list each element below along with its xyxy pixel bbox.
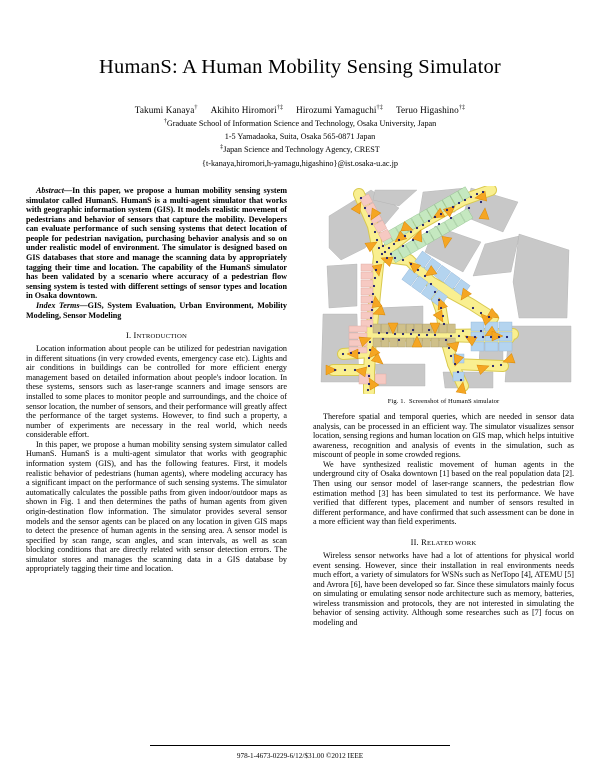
index-terms-lead: Index Terms— xyxy=(36,300,88,310)
affiliation-line-1 xyxy=(0,130,600,143)
figure-caption xyxy=(313,398,574,405)
abstract-text: In this paper, we propose a human mobility sensing system simulator called HumanS. HumanS is a multi-agent simulator that works with geographic information system (GIS). It models realistic movement of pedestrians and behavior of sensors that capture the mobility. Developers can evaluate performance of such sensing systems that detect location of people for pedestrian navigation, purchasing behavior analysis and so on under realistic model of environment. The simulator is designed based on GIS databases that store and manage the scanning data by appropriately tagging their time and location. The capability of the HumanS simulator has been validated by a scenario where accuracy of a pedestrian flow sensing system is tested with different settings of sensor types and location in Osaka downtown. xyxy=(26,186,287,301)
affiliation-1-text: 1-5 Yamadaoka, Suita, Osaka 565-0871 Japan xyxy=(224,132,376,142)
affiliation-2-mark: ‡ xyxy=(220,143,224,151)
section-name: INTRODUCTION xyxy=(133,331,188,341)
author-3-mark: †‡ xyxy=(458,103,466,111)
affiliation-0-mark: † xyxy=(163,117,167,125)
abstract-paragraph xyxy=(26,186,287,301)
author-3 xyxy=(396,105,465,115)
contact-email: {t-kanaya,hiromori,h-yamagu,higashino}@ist.osaka-u.ac.jp xyxy=(202,158,398,168)
figure-1 xyxy=(313,186,574,405)
author-2-mark: †‡ xyxy=(376,103,383,111)
author-2 xyxy=(296,105,383,115)
intro-paragraph-1: In this paper, we propose a human mobility sensing system simulator called HumanS. HumanS is a multi-agent simulator that works with geographic information system (GIS), and has the following features. First, it models realistic behavior of pedestrians (human agents), where modeling accuracy has a significant impact on the performance of such sensing systems. The simulator automatically calculates the possible paths from given indoor/outdoor maps as shown in Fig. 1 and then determines the paths of human agents from given origin-destination flow information. The simulator provides several sensor models and the sensor agents can be placed on any location in given GIS maps to detect the presence of human agents in the sensing area. A sensor model is specified by scan range, scan angles, and scan intervals, as well as scan blocking conditions that are directly related with sensor detection errors. The simulator stores and manages the scanning data in a GIS database by appropriately tagging their time and location. xyxy=(26,439,287,574)
author-1-mark: †‡ xyxy=(276,103,284,111)
section-heading-introduction xyxy=(26,331,287,340)
author-list xyxy=(0,103,600,117)
author-0-name: Takumi Kanaya xyxy=(134,104,195,115)
author-3-name: Teruo Higashino xyxy=(395,104,459,115)
affiliation-2-text: Japan Science and Technology Agency, CREST xyxy=(223,145,380,155)
affiliation-line-0 xyxy=(0,117,600,130)
author-1 xyxy=(211,105,284,115)
index-terms-text: GIS, System Evaluation, Urban Environment, Mobility Modeling, Sensor Modeling xyxy=(26,300,287,320)
copyright-notice: 978-1-4673-0229-6/12/$31.00 ©2012 IEEE xyxy=(236,752,364,760)
figure-caption-text: Screenshot of HumanS simulator xyxy=(408,398,500,405)
affiliation-0-text: Graduate School of Information Science and Technology, Osaka University, Japan xyxy=(166,118,437,128)
affiliation-line-3 xyxy=(0,157,600,170)
author-1-name: Akihito Hiromori xyxy=(210,104,277,115)
simulator-screenshot xyxy=(313,186,574,394)
gis-map-svg xyxy=(313,186,574,394)
footer-divider xyxy=(150,745,450,746)
section-heading-related-work xyxy=(313,538,574,547)
section-number: I. xyxy=(125,331,132,341)
related-work-paragraph-0: Wireless sensor networks have had a lot of attentions for physical world event sensing. However, since their installation in real environments needs much effort, a variety of simulators for WSNs such as NetTopo [4], ATEMU [5] and Avrora [6], have been developed so far. Since these simulators mainly focus on simulating or emulating sensor node architecture such as memory, batteries, wireless transmission and protocols, they are not interested in simulating the behavior of sensing activity. Although some researches such as [7] focus on modeling and xyxy=(313,550,574,627)
intro-paragraph-0: Location information about people can be utilized for pedestrian navigation in different situations (in very crowded events, emergency case etc). Lights and air conditions in buildings can be controlled for more efficient energy management based on detailed information about people's indoor location. In these systems, sensors such as laser-range scanners and image sensors are installed to some places to monitor people and surroundings, and the choice of sensor location, the number of sensors, and their performance will greatly affect the performance of the target systems. However, to find such a property, a number of experiments are necessary in the real world, which needs considerable effort. xyxy=(26,344,287,440)
section-name: RELATED WORK xyxy=(421,537,477,547)
continuation-paragraph-1: We have synthesized realistic movement of human agents in the underground city of Osaka downtown [1] based on the real population data [2]. Then using our sensor model of laser-range scanners, the pedestrian flow estimation method [3] has been simulated to test its performance. We have verified that different types, placement and number of sensors resulted in different performance, and have confirmed that such assessment can be done in a more efficient way than field experiments. xyxy=(313,459,574,527)
index-terms-paragraph xyxy=(26,301,287,320)
author-2-name: Hirozumi Yamaguchi xyxy=(296,104,377,115)
section-number: II. xyxy=(410,537,419,547)
abstract-lead: Abstract— xyxy=(36,186,73,195)
column-right xyxy=(313,186,574,628)
author-0 xyxy=(135,105,198,115)
page-title: HumanS: A Human Mobility Sensing Simulator xyxy=(99,56,501,78)
figure-label: Fig. 1. xyxy=(387,398,406,405)
affiliation-line-2 xyxy=(0,143,600,156)
column-left xyxy=(26,186,287,574)
body-columns xyxy=(26,186,574,738)
continuation-paragraph-0: Therefore spatial and temporal queries, which are needed in sensor data analysis, can be processed in an efficient way. The simulator visualizes sensor location, sensing regions and human location on GIS map, which helps intuitive awareness, recognition and analysis of events in the simulation, such as miscount of people in some crowded regions. xyxy=(313,412,574,460)
author-0-mark: † xyxy=(194,103,198,111)
